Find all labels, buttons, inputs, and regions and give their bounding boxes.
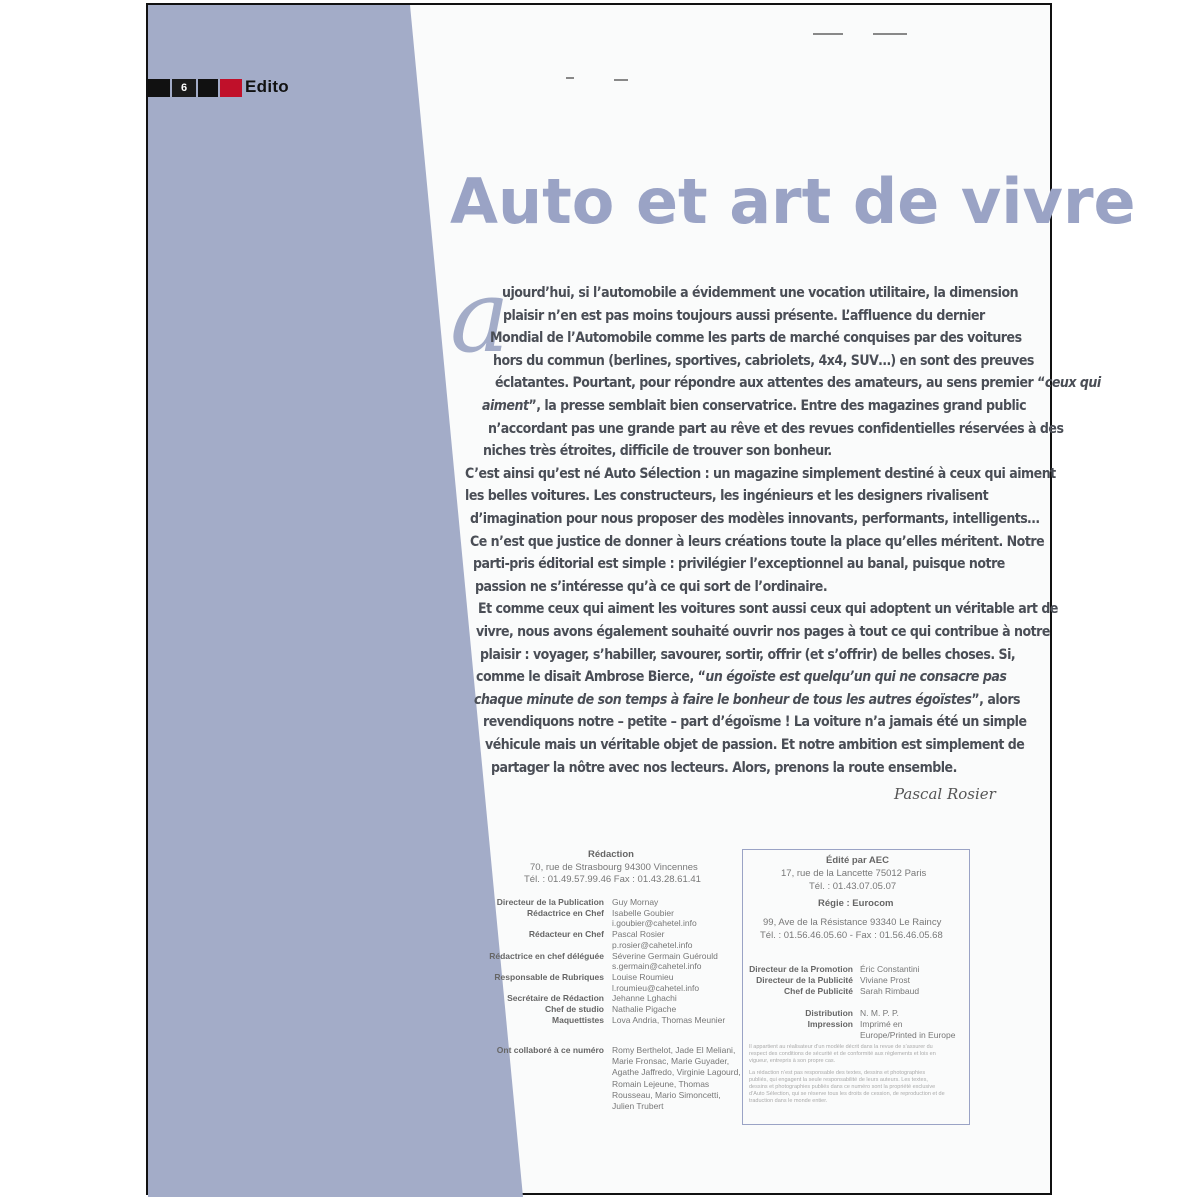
contributor-line: Marie Fronsac, Marie Guyader,	[612, 1056, 730, 1067]
editorial-line	[482, 398, 1026, 414]
staff-name: Isabelle Goubier	[612, 907, 674, 918]
regie-phone: Tél. : 01.56.46.05.60 - Fax : 01.56.46.05.68	[760, 930, 943, 941]
header-accent-bar	[220, 79, 242, 97]
staff-name: Nathalie Pigache	[612, 1004, 677, 1014]
text-fragment: ujourd’hui, si l’automobile a évidemment une vocation utilitaire, la dimension	[502, 285, 1019, 301]
contributor-line: Romain Lejeune, Thomas	[612, 1078, 710, 1089]
staff-role: Rédacteur en Chef	[528, 929, 604, 940]
contributor-line: Rousseau, Mario Simoncetti,	[612, 1089, 721, 1100]
staff-name: Louise Roumieu	[612, 971, 674, 982]
editorial-line	[465, 466, 1056, 482]
text-fragment: Ce n’est que justice de donner à leurs créations toute la place qu’elles méritent. Notre	[470, 533, 1045, 550]
staff-name: Éric Constantini	[860, 964, 920, 974]
editorial-line	[475, 579, 827, 595]
page-number: 6	[172, 79, 196, 97]
fine-print-line: Il appartient au réalisateur d’un modèle décrit dans la revue de s’assurer du	[749, 1044, 933, 1050]
fine-print-line: traduction dans le monde entier.	[749, 1098, 828, 1104]
colophon-phone: Tél. : 01.49.57.99.46 Fax : 01.43.28.61.41	[524, 874, 701, 885]
text-fragment: les belles voitures. Les constructeurs, les ingénieurs et les designers rivalisent	[465, 488, 989, 505]
text-fragment: vivre, nous avons également souhaité ouvrir nos pages à tout ce qui contribue à notre	[476, 624, 1050, 640]
text-fragment: Mondial de l’Automobile comme les parts de marché conquises par des voitures	[490, 330, 1022, 347]
fine-print-line: dessins et photographies publiés dans ce numéro sont la propriété exclusive	[749, 1084, 936, 1090]
impression-value: Imprimé en	[860, 1019, 903, 1029]
colophon-phone: Tél. : 01.43.07.05.07	[809, 881, 897, 892]
text-fragment: hors du commun (berlines, sportives, cabriolets, 4x4, SUV…) en sont des preuves	[493, 352, 1034, 369]
editorial-line	[476, 669, 1006, 685]
text-fragment: partager la nôtre avec nos lecteurs. Alors, prenons la route ensemble.	[491, 759, 957, 776]
contributors-label: Ont collaboré à ce numéro	[496, 1045, 604, 1055]
section-label: Edito	[245, 77, 289, 96]
staff-role: Directeur de la Publicité	[756, 975, 853, 985]
quote-fragment: chaque minute de son temps à faire le bonheur de tous les autres égoïstes	[474, 691, 972, 708]
regie-heading: Régie : Eurocom	[818, 898, 894, 909]
text-fragment: véhicule mais un véritable objet de passion. Et notre ambition est simplement de	[485, 737, 1025, 753]
magazine-page	[146, 3, 1136, 1195]
text-fragment: ”, la presse semblait bien conservatrice. Entre des magazines grand public	[528, 398, 1027, 414]
staff-role: Chef de studio	[544, 1004, 604, 1014]
editorial-line	[470, 511, 1039, 527]
staff-role: Rédactrice en chef déléguée	[489, 950, 604, 961]
fine-print-line: respect des conditions de sécurité et de conformité aux règlements et lois en	[749, 1051, 936, 1057]
text-fragment: n’accordant pas une grande part au rêve et des revues confidentielles réservées à des	[488, 420, 1064, 437]
quote-fragment: un égoïste est quelqu’un qui ne consacre pas	[705, 669, 1007, 686]
quote-fragment: aiment	[482, 398, 529, 414]
colophon-heading: Rédaction	[588, 849, 634, 860]
text-fragment: passion ne s’intéresse qu’à ce qui sort de l’ordinaire.	[475, 578, 828, 595]
editorial-line	[483, 443, 832, 459]
staff-role: Secrétaire de Rédaction	[507, 993, 604, 1004]
impression-value: Europe/Printed in Europe	[860, 1030, 956, 1040]
editorial-line	[465, 488, 988, 504]
author-signature: Pascal Rosier	[894, 785, 996, 803]
contributor-line: Romy Berthelot, Jade El Meliani,	[612, 1045, 736, 1055]
text-fragment: Et comme ceux qui aiment les voitures sont aussi ceux qui adoptent un véritable art de	[478, 601, 1058, 618]
colophon-address: 17, rue de la Lancette 75012 Paris	[781, 868, 927, 879]
distribution-value: N. M. P. P.	[860, 1008, 899, 1018]
staff-role: Directeur de la Promotion	[749, 964, 853, 974]
editorial-line	[485, 737, 1024, 753]
scan-speck	[873, 33, 907, 35]
editorial-line	[470, 534, 1044, 550]
colophon-publisher	[742, 849, 970, 1125]
staff-name: Sarah Rimbaud	[860, 986, 920, 996]
drop-cap: a	[450, 258, 510, 375]
text-fragment: parti-pris éditorial est simple : privilégier l’exceptionnel au banal, puisque notre	[473, 556, 1005, 573]
text-fragment: revendiquons notre – petite – part d’égoïsme ! La voiture n’a jamais été un simple	[483, 714, 1027, 731]
legal-fine-print	[749, 1070, 961, 1105]
text-fragment: plaisir n’en est pas moins toujours aussi présente. L’affluence du dernier	[503, 307, 985, 324]
page-title: Auto et art de vivre	[450, 165, 1136, 238]
text-fragment: comme le disait Ambrose Bierce, “	[476, 669, 706, 686]
colophon-address: 70, rue de Strasbourg 94300 Vincennes	[530, 862, 698, 873]
scan-speck	[614, 79, 628, 81]
fine-print-line: d’Auto Sélection, qui se réserve tous les droits de cession, de reproduction et de	[749, 1091, 945, 1097]
editorial-line	[476, 624, 1050, 640]
text-fragment: éclatantes. Pourtant, pour répondre aux attentes des amateurs, au sens premier “	[495, 375, 1045, 392]
distribution-label: Distribution	[805, 1008, 853, 1018]
staff-name: s.germain@cahetel.info	[612, 961, 702, 972]
editorial-line	[473, 556, 1005, 572]
header-bar	[198, 79, 218, 97]
staff-name: Lova Andria, Thomas Meunier	[612, 1014, 726, 1025]
contributor-line: Julien Trubert	[612, 1101, 664, 1111]
text-fragment: plaisir : voyager, s’habiller, savourer, sortir, offrir (et s’offrir) de belles choses. Si,	[480, 646, 1016, 663]
impression-label: Impression	[807, 1019, 853, 1029]
text-fragment: d’imagination pour nous proposer des modèles innovants, performants, intelligents…	[470, 511, 1040, 527]
editorial-line	[474, 692, 1020, 708]
text-fragment: C’est ainsi qu’est né Auto Sélection : un magazine simplement destiné à ceux qui aiment	[465, 465, 1056, 482]
editorial-line	[502, 285, 1018, 301]
fine-print-line: La rédaction n’est pas responsable des textes, dessins et photographies	[749, 1070, 926, 1076]
staff-name: p.rosier@cahetel.info	[612, 939, 693, 950]
quote-fragment: ceux qui	[1044, 375, 1101, 392]
staff-role: Chef de Publicité	[784, 986, 853, 996]
editorial-line	[483, 714, 1027, 730]
colophon-heading: Édité par AEC	[826, 855, 889, 866]
staff-role: Rédactrice en Chef	[527, 907, 604, 918]
staff-name: i.goubier@cahetel.info	[612, 918, 697, 929]
colophon-redaction	[478, 845, 741, 1111]
editorial-line	[495, 375, 1101, 391]
staff-role: Maquettistes	[552, 1014, 604, 1025]
header-bar	[148, 79, 170, 97]
editorial-line	[491, 760, 957, 776]
staff-name: l.roumieu@cahetel.info	[612, 982, 700, 993]
staff-role: Directeur de la Publication	[496, 897, 604, 907]
staff-name: Pascal Rosier	[612, 929, 665, 940]
fine-print-line: vigueur, entrepris à son propre cas.	[749, 1058, 836, 1064]
scan-speck	[813, 33, 843, 35]
editorial-line	[478, 601, 1058, 617]
fine-print-line: publiés, qui engagent la seule responsabilité de leurs auteurs. Les textes,	[749, 1077, 928, 1083]
editorial-line	[480, 647, 1015, 663]
staff-name: Guy Mornay	[612, 897, 659, 907]
contributor-line: Agathe Jaffredo, Virginie Lagourd,	[612, 1067, 741, 1078]
editorial-line	[493, 353, 1034, 369]
staff-name: Viviane Prost	[860, 975, 910, 985]
staff-name: Jehanne Lghachi	[612, 993, 677, 1004]
scan-speck	[566, 77, 574, 79]
staff-name: Séverine Germain Guérould	[612, 950, 718, 961]
editorial-line	[490, 330, 1022, 346]
editorial-line	[503, 308, 985, 324]
legal-fine-print	[749, 1044, 961, 1065]
staff-role: Responsable de Rubriques	[494, 971, 604, 982]
text-fragment: ”, alors	[971, 691, 1021, 708]
regie-address: 99, Ave de la Résistance 93340 Le Raincy	[763, 917, 942, 928]
text-fragment: niches très étroites, difficile de trouver son bonheur.	[483, 443, 832, 460]
editorial-line	[488, 421, 1063, 437]
